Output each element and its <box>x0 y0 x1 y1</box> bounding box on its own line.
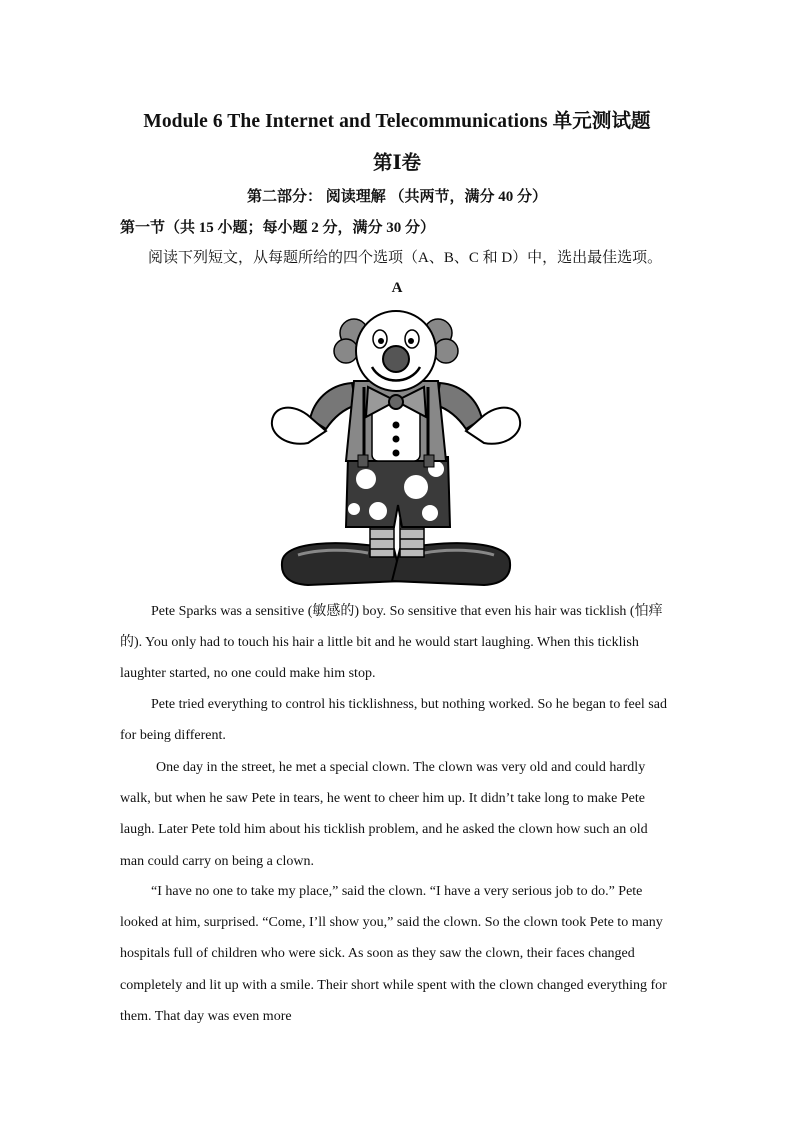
document-title: Module 6 The Internet and Telecommunications 单元测试题 <box>143 111 651 132</box>
paragraph-3: One day in the street, he met a special clown. The clown was very old and could hardly walk, but when he saw Pete in tears, he went to cheer him up. It didn’t take long to make Pete laugh. Later Pete told him about his ticklish problem, and he asked the clown how such an old man could carry on being a clown. <box>120 760 648 869</box>
section-heading: 第一节（共 15 小题；每小题 2 分，满分 30 分） <box>120 220 436 236</box>
clown-illustration <box>268 305 524 590</box>
part-heading: 第二部分： 阅读理解 （共两节，满分 40 分） <box>246 189 547 205</box>
paragraph-2: Pete tried everything to control his ticklishness, but nothing worked. So he began to feel sad for being different. <box>120 697 667 744</box>
instructions: 阅读下列短文，从每题所给的四个选项（A、B、C 和 D）中，选出最佳选项。 <box>148 250 663 266</box>
paragraph-1: Pete Sparks was a sensitive (敏感的) boy. So sensitive that even his hair was ticklish (怕痒的). You only had to touch his hair a little bit and he would start laughing. When this ticklish laughter started, no one could make him stop. <box>120 604 663 682</box>
volume-heading: 第Ⅰ卷 <box>372 153 422 174</box>
paragraph-4: “I have no one to take my place,” said the clown. “I have a very serious job to do.” Pete looked at him, surprised. “Come, I’ll show you,” said the clown. So the clown took Pete to many hospitals full of children who were sick. As soon as they saw the clown, their faces changed completely and lit up with a smile. Their short while spent with the clown changed everything for them. That day was even more <box>120 884 667 1024</box>
passage-label: A <box>391 280 403 296</box>
